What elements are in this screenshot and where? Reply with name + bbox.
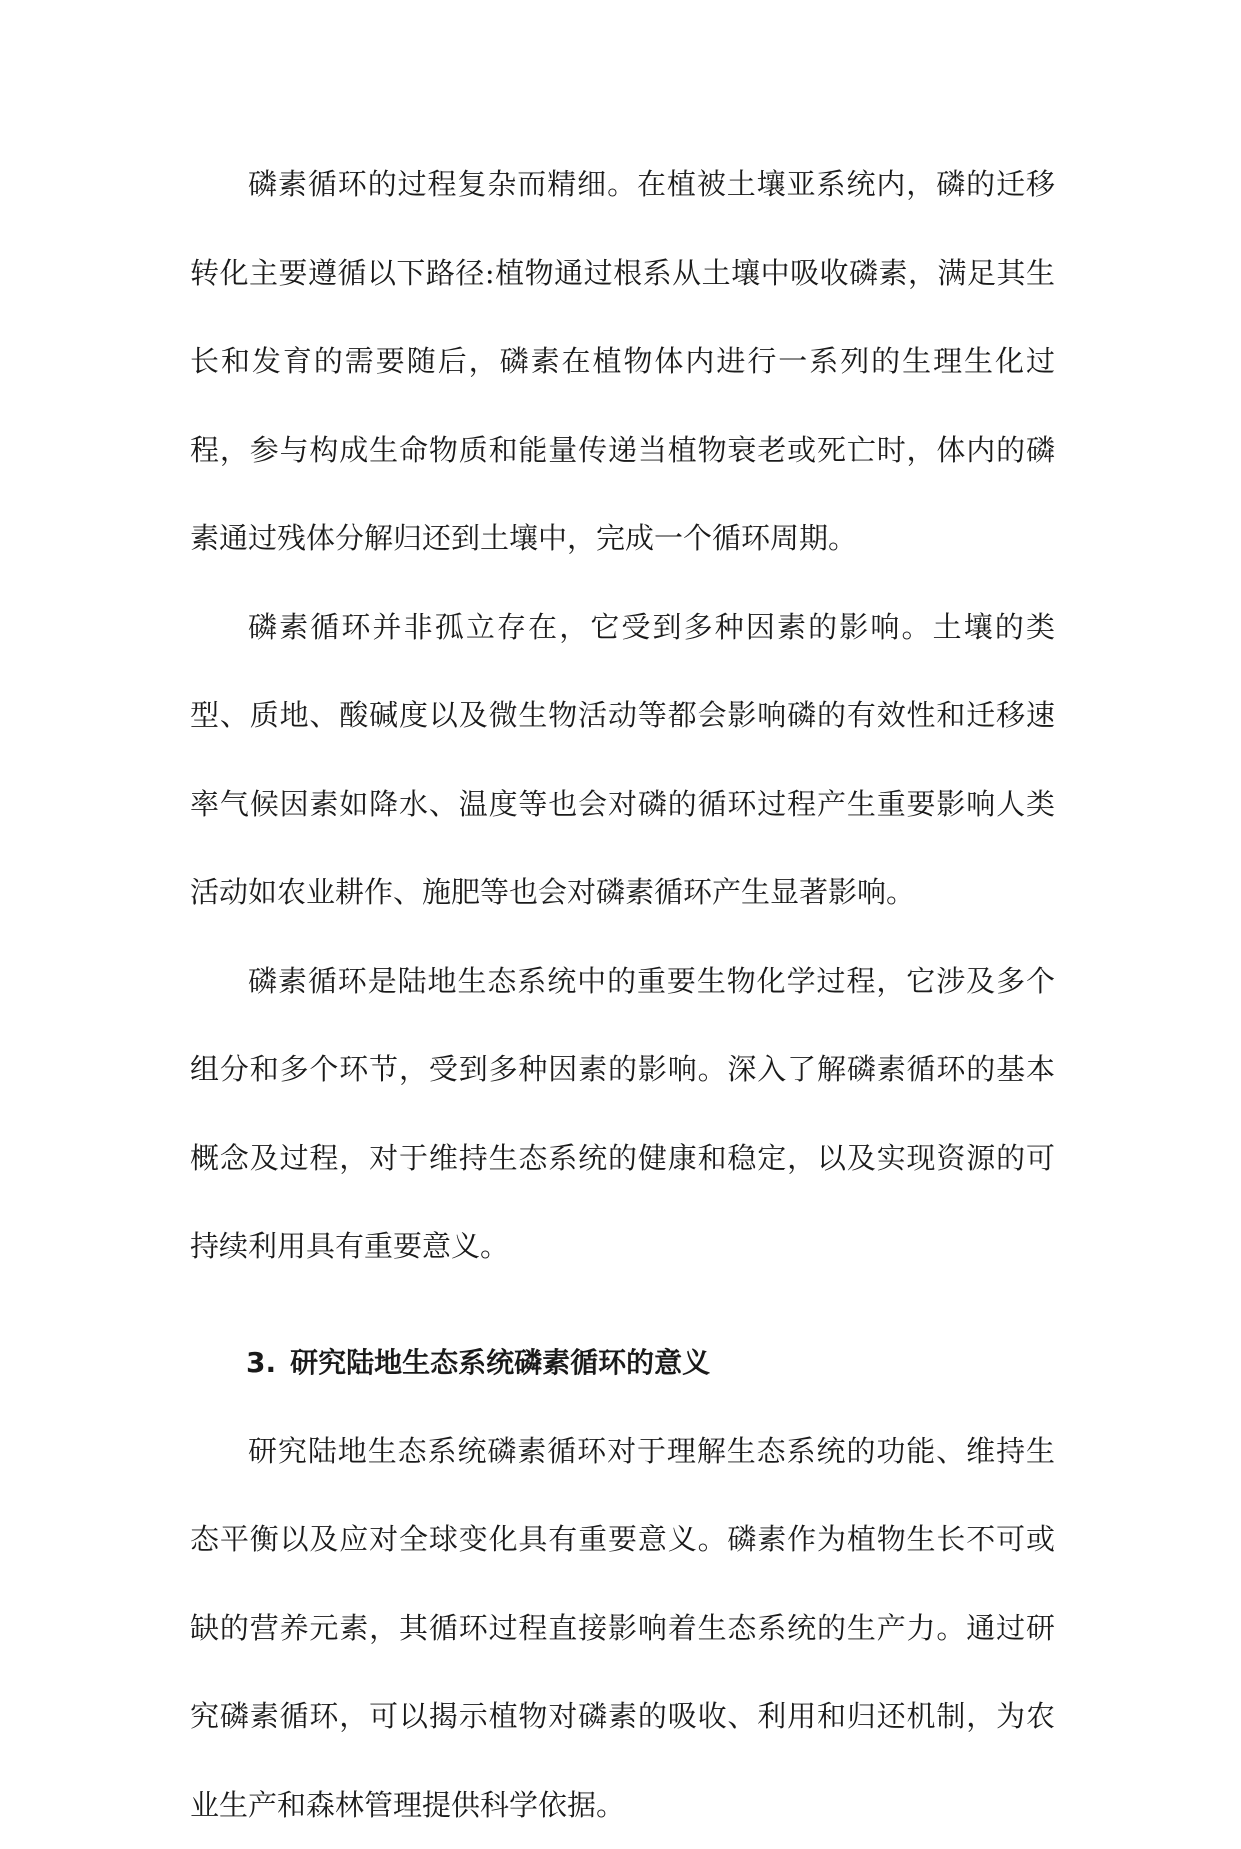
paragraph-research-significance: 研究陆地生态系统磷素循环对于理解生态系统的功能、维持生态平衡以及应对全球变化具有重要意义。磷素作为植物生长不可或缺的营养元素，其循环过程直接影响着生态系统的生产力。通过研究磷素循环，可以揭示植物对磷素的吸收、利用和归还机制，为农业生产和森林管理提供科学依据。 [190,1407,1055,1849]
section-title: 研究陆地生态系统磷素循环的意义 [290,1346,710,1379]
paragraph-cycle-summary: 磷素循环是陆地生态系统中的重要生物化学过程，它涉及多个组分和多个环节，受到多种因素的影响。深入了解磷素循环的基本概念及过程，对于维持生态系统的健康和稳定，以及实现资源的可持续利用具有重要意义。 [190,937,1055,1291]
paragraph-phosphorus-cycle-process: 磷素循环的过程复杂而精细。在植被土壤亚系统内，磷的迁移转化主要遵循以下路径:植物通过根系从土壤中吸收磷素，满足其生长和发育的需要随后，磷素在植物体内进行一系列的生理生化过程，参与构成生命物质和能量传递当植物衰老或死亡时，体内的磷素通过残体分解归还到土壤中，完成一个循环周期。 [190,140,1055,583]
section-number: 3. [246,1319,276,1407]
section-heading [190,1319,1055,1407]
paragraph-influencing-factors: 磷素循环并非孤立存在，它受到多种因素的影响。土壤的类型、质地、酸碱度以及微生物活动等都会影响磷的有效性和迁移速率气候因素如降水、温度等也会对磷的循环过程产生重要影响人类活动如农业耕作、施肥等也会对磷素循环产生显著影响。 [190,583,1055,937]
document-body [190,140,1055,1849]
